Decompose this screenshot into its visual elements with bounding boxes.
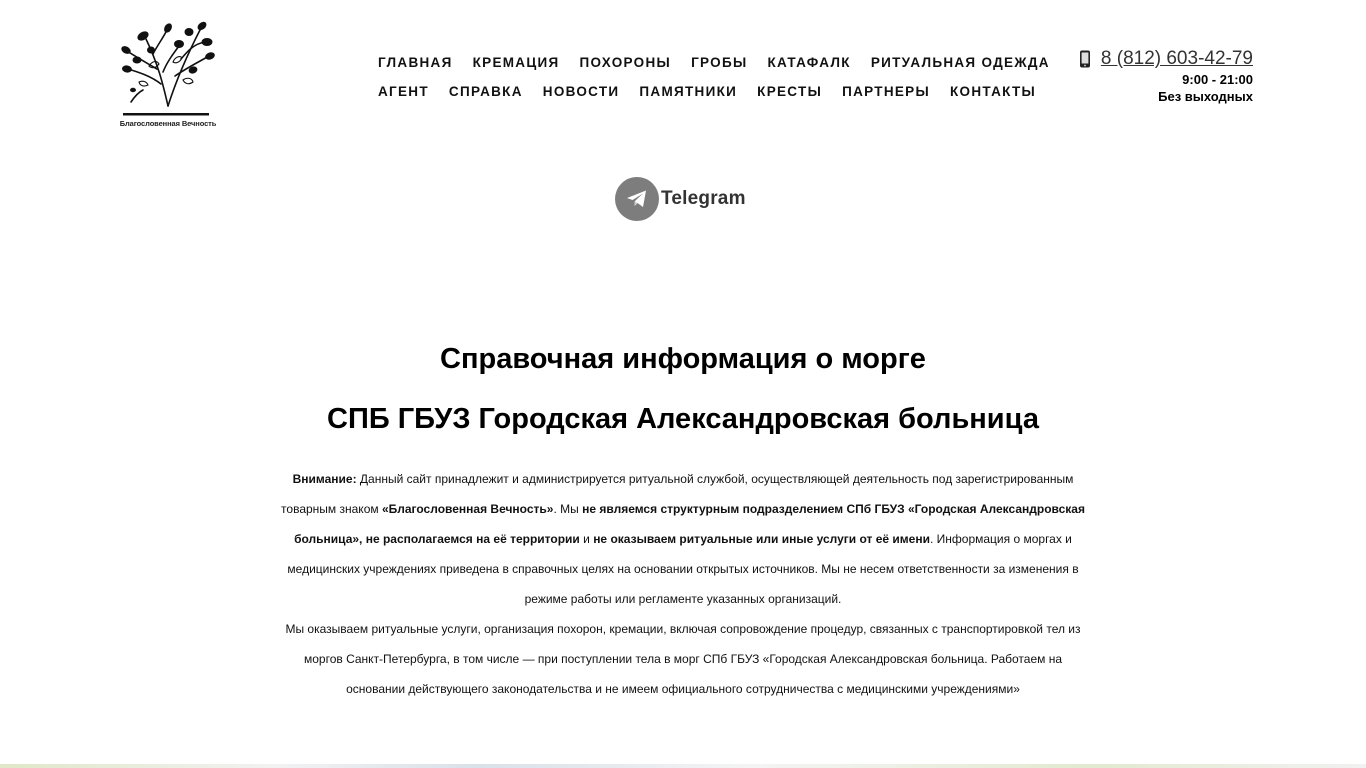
working-hours: 9:00 - 21:00 (1182, 72, 1253, 87)
nav-item-reference[interactable]: СПРАВКА (448, 84, 523, 99)
nav-item-news[interactable]: НОВОСТИ (542, 84, 620, 99)
contact-block (1078, 47, 1253, 105)
brand-logo[interactable] (113, 14, 223, 132)
phone-link[interactable]: 8 (812) 603-42-79 (1100, 48, 1253, 69)
notice-text-2: . Мы (553, 502, 583, 516)
notice-lead: Внимание: (292, 472, 357, 486)
notice-text-3: и (579, 532, 594, 546)
mobile-phone-icon (1078, 50, 1092, 68)
telegram-label: Telegram (661, 188, 746, 209)
bottom-decorative-strip (0, 764, 1366, 768)
page-title: Справочная информация о морге (440, 343, 926, 375)
brand-caption: Благословенная Вечность (119, 119, 217, 128)
telegram-plane-icon (615, 177, 659, 221)
nav-item-hearse[interactable]: КАТАФАЛК (767, 55, 851, 70)
nav-item-partners[interactable]: ПАРТНЕРЫ (842, 84, 930, 99)
nav-item-contacts[interactable]: КОНТАКТЫ (950, 84, 1037, 99)
main-content (0, 330, 1366, 704)
phone-line (1078, 47, 1253, 71)
main-nav (368, 48, 1048, 106)
notice-text (273, 464, 1093, 704)
disclaimer-paragraph (273, 464, 1093, 614)
nav-item-funerals[interactable]: ПОХОРОНЫ (579, 55, 672, 70)
nav-item-monuments[interactable]: ПАМЯТНИКИ (639, 84, 738, 99)
page-subtitle: СПБ ГБУЗ Городская Александровская больница (327, 403, 1039, 435)
nav-item-home[interactable]: ГЛАВНАЯ (378, 55, 453, 70)
notice-brand: «Благословенная Вечность» (381, 502, 554, 516)
nav-item-ritual-clothing[interactable]: РИТУАЛЬНАЯ ОДЕЖДА (870, 55, 1050, 70)
working-days: Без выходных (1158, 89, 1253, 104)
nav-item-crosses[interactable]: КРЕСТЫ (757, 84, 823, 99)
nav-item-agent[interactable]: АГЕНТ (378, 84, 429, 99)
notice-bold-2: не оказываем ритуальные или иные услуги от её имени (593, 532, 930, 546)
notice-bold-1: не являемся структурным подразделением СПб ГБУЗ «Городская Александровская больница», не располагаемся на её территории (294, 502, 1085, 546)
telegram-button[interactable] (615, 177, 746, 221)
services-paragraph: Мы оказываем ритуальные услуги, организация похорон, кремации, включая сопровождение процедур, связанных с транспортировкой тел из моргов Санкт-Петербурга, в том числе — при поступлении тела в морг СПб ГБУЗ «Городская Александровская больница. Работаем на основании действующего законодательства и не имеем официального сотрудничества с медицинскими учреждениями» (285, 622, 1081, 696)
nav-item-cremation[interactable]: КРЕМАЦИЯ (472, 55, 560, 70)
notice-text-4: . Информация о моргах и медицинских учреждениях приведена в справочных целях на основании открытых источников. Мы не несем ответственности за изменения в режиме работы или регламенте указанных организаций. (287, 532, 1079, 606)
nav-item-coffins[interactable]: ГРОБЫ (691, 55, 748, 70)
nav-row-2 (368, 77, 1048, 106)
olive-branch-logo-icon (113, 14, 223, 118)
notice-text-1: Данный сайт принадлежит и администрируется ритуальной службой, осуществляющей деятельность под зарегистрированным товарным знаком (281, 472, 1074, 516)
nav-row-1 (368, 48, 1048, 77)
